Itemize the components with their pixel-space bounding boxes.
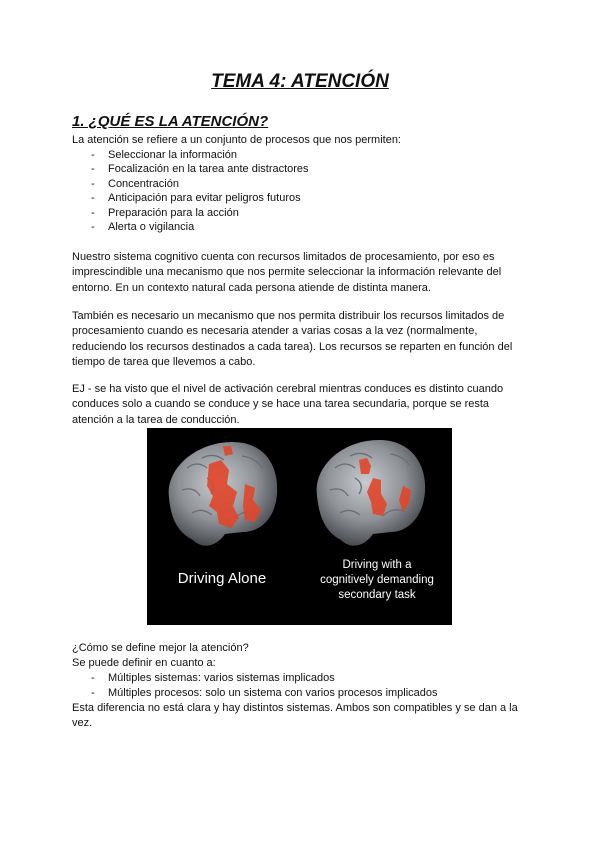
paragraph-limited-resources: Nuestro sistema cognitivo cuenta con recursos limitados de procesamiento, por eso es imprescindible una mecanismo que nos permite seleccionar la información relevante del entorno. En un contexto natural cada persona atiende de distinta manera.	[72, 251, 502, 294]
list-item: - Focalización en la tarea ante distractores	[91, 163, 309, 175]
list-item: - Preparación para la acción	[91, 207, 239, 219]
caption-driving-alone: Driving Alone	[177, 570, 267, 587]
brain-activation-figure	[147, 428, 452, 625]
paragraph-example: EJ - se ha visto que el nivel de activación cerebral mientras conduces es distinto cuando conduces solo a cuando se conduce y se hace una tarea secundaria, porque se resta atención a la tarea de conducción.	[72, 383, 504, 426]
section-heading: 1. ¿QUÉ ES LA ATENCIÓN?	[72, 113, 269, 130]
caption-driving-secondary-task: Driving with a cognitively demanding secondary task	[320, 559, 434, 601]
brain-right-icon	[317, 440, 426, 546]
brain-left-icon	[169, 442, 278, 546]
list-item: - Múltiples procesos: solo un sistema con varios procesos implicados	[91, 687, 438, 699]
list-item: - Alerta o vigilancia	[91, 221, 195, 233]
define-intro: Se puede definir en cuanto a:	[72, 657, 216, 669]
intro-text: La atención se refiere a un conjunto de procesos que nos permiten:	[72, 134, 401, 146]
question-text: ¿Cómo se define mejor la atención?	[72, 642, 249, 654]
list-item: - Seleccionar la información	[91, 149, 238, 161]
list-item: - Anticipación para evitar peligros futuros	[91, 192, 301, 204]
list-item: - Concentración	[91, 178, 179, 190]
paragraph-distribution: También es necesario un mecanismo que nos permita distribuir los recursos limitados de procesamiento cuando es necesaria atender a varias cosas a la vez (normalmente, reduciendo los recursos destinados a cada tarea). Los recursos se reparten en función del tiempo de tarea que llevemos a cabo.	[72, 310, 513, 368]
list-item: - Múltiples sistemas: varios sistemas implicados	[91, 672, 335, 684]
paragraph-closing: Esta diferencia no está clara y hay distintos sistemas. Ambos son compatibles y se dan a la vez.	[72, 702, 518, 730]
page-title: TEMA 4: ATENCIÓN	[211, 71, 389, 92]
